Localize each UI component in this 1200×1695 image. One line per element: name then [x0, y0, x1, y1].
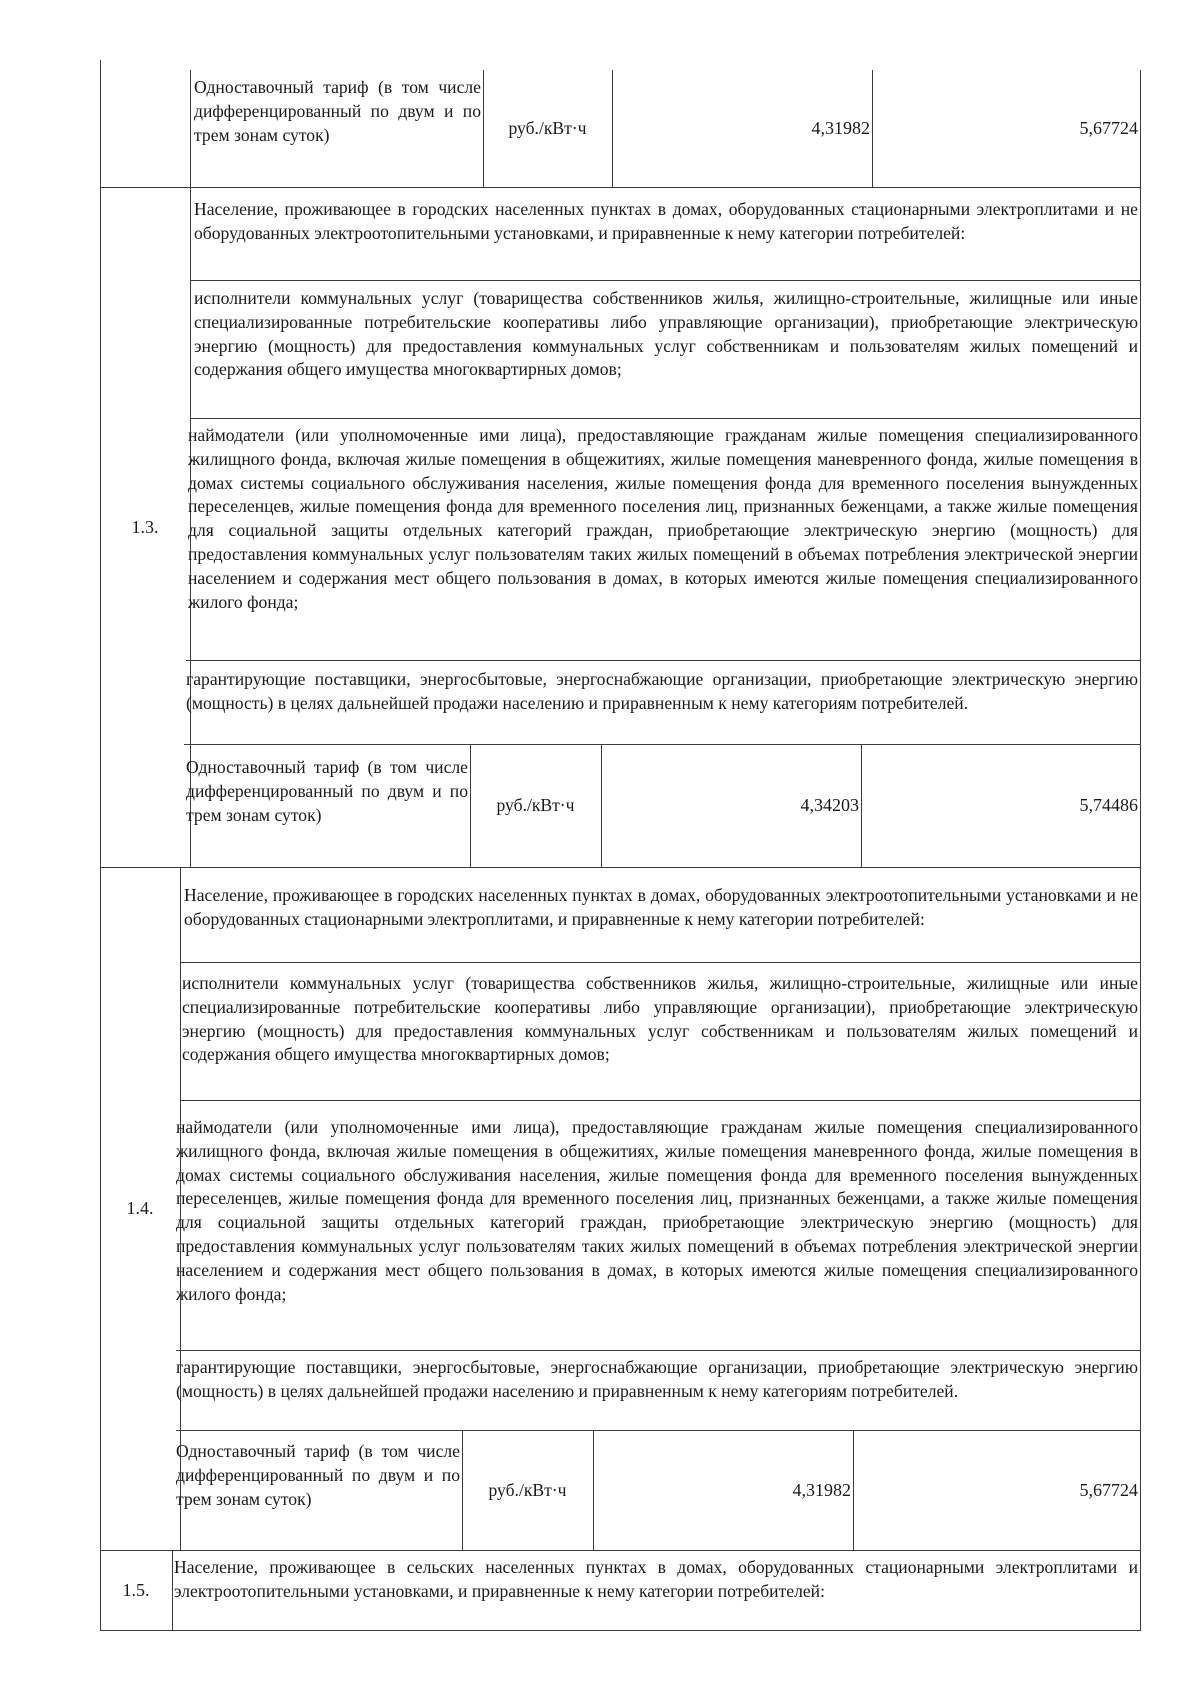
tariff-unit: руб./кВт·ч: [488, 1479, 567, 1500]
tariff-value-1: 4,31982: [811, 118, 870, 138]
section-heading: Население, проживающее в сельских населенных пунктах в домах, оборудованных стационарными электроплитами и электроотопительными установками, и приравненные к нему категории потребителей:: [174, 1557, 1138, 1601]
tariff-unit: руб./кВт·ч: [496, 795, 575, 815]
section-heading: Население, проживающее в городских населенных пунктах в домах, оборудованных электроотопительными установками и не оборудованных стационарными электроплитами, и приравненные к нему категории потребителей:: [184, 885, 1138, 929]
category-item: гарантирующие поставщики, энергосбытовые, энергоснабжающие организации, приобретающие электрическую энергию (мощность) в целях дальнейшей продажи населению и приравненным к нему категориям потребителей.: [176, 1357, 1138, 1401]
table-border-bottom: [100, 1630, 1141, 1631]
tariff-label: Одноставочный тариф (в том числе дифференцированный по двум и по трем зонам суток): [186, 757, 468, 825]
category-item: наймодатели (или уполномоченные ими лица), предоставляющие гражданам жилые помещения специализированного жилищного фонда, включая жилые помещения в общежитиях, жилые помещения маневренного фонда, жилые помещения в домах системы социального обслуживания населения, жилые помещения фонда для временного поселения вынужденных переселенцев, жилые помещения фонда для временного поселения лиц, признанных беженцами, а также жилые помещения для социальной защиты отдельных категорий граждан, приобретающие электрическую энергию (мощность) для предоставления коммунальных услуг пользователям таких жилых помещений в объемах потребления электрической энергии населением и содержания мест общего пользования в домах, в которых имеются жилые помещения специализированного жилого фонда;: [188, 425, 1138, 612]
tariff-value-1: 4,31982: [792, 1479, 851, 1500]
section-number: 1.5.: [122, 1579, 150, 1600]
tariff-label: Одноставочный тариф (в том числе дифференцированный по двум и по трем зонам суток): [194, 77, 481, 145]
table-border-right: [1140, 70, 1141, 1630]
tariff-label: Одноставочный тариф (в том числе дифференцированный по двум и по трем зонам суток): [176, 1441, 460, 1509]
row-divider: [100, 1550, 1141, 1551]
section-number: 1.3.: [131, 516, 159, 537]
tariff-unit: руб./кВт·ч: [508, 118, 587, 138]
category-item: наймодатели (или уполномоченные ими лица), предоставляющие гражданам жилые помещения специализированного жилищного фонда, включая жилые помещения в общежитиях, жилые помещения маневренного фонда, жилые помещения в домах системы социального обслуживания населения, жилые помещения фонда для временного поселения вынужденных переселенцев, жилые помещения фонда для временного поселения лиц, признанных беженцами, а также жилые помещения для социальной защиты отдельных категорий граждан, приобретающие электрическую энергию (мощность) для предоставления коммунальных услуг пользователям таких жилых помещений в объемах потребления электрической энергии населением и содержания мест общего пользования в домах, в которых имеются жилые помещения специализированного жилого фонда;: [176, 1117, 1138, 1304]
category-item: исполнители коммунальных услуг (товарищества собственников жилья, жилищно-строительные, жилищные или иные специализированные потребительские кооперативы либо управляющие организации), приобретающие электрическую энергию (мощность) для предоставления коммунальных услуг собственникам и пользователям жилых помещений и содержания общего имущества многоквартирных домов;: [194, 288, 1138, 380]
category-item: исполнители коммунальных услуг (товарищества собственников жилья, жилищно-строительные, жилищные или иные специализированные потребительские кооперативы либо управляющие организации), приобретающие электрическую энергию (мощность) для предоставления коммунальных услуг собственникам и пользователям жилых помещений и содержания общего имущества многоквартирных домов;: [182, 973, 1138, 1065]
row-divider: [100, 187, 1141, 188]
tariff-value-2: 5,67724: [1079, 118, 1138, 138]
section-heading: Население, проживающее в городских населенных пунктах в домах, оборудованных стационарными электроплитами и не оборудованных электроотопительными установками, и приравненные к нему категории потребителей:: [194, 199, 1138, 243]
category-item: гарантирующие поставщики, энергосбытовые, энергоснабжающие организации, приобретающие электрическую энергию (мощность) в целях дальнейшей продажи населению и приравненным к нему категориям потребителей.: [186, 669, 1138, 713]
section-number: 1.4.: [126, 1198, 154, 1218]
tariff-value-2: 5,67724: [1079, 1479, 1138, 1500]
row-divider: [100, 867, 1141, 868]
tariff-value-1: 4,34203: [800, 795, 859, 815]
tariff-value-2: 5,74486: [1079, 795, 1138, 815]
